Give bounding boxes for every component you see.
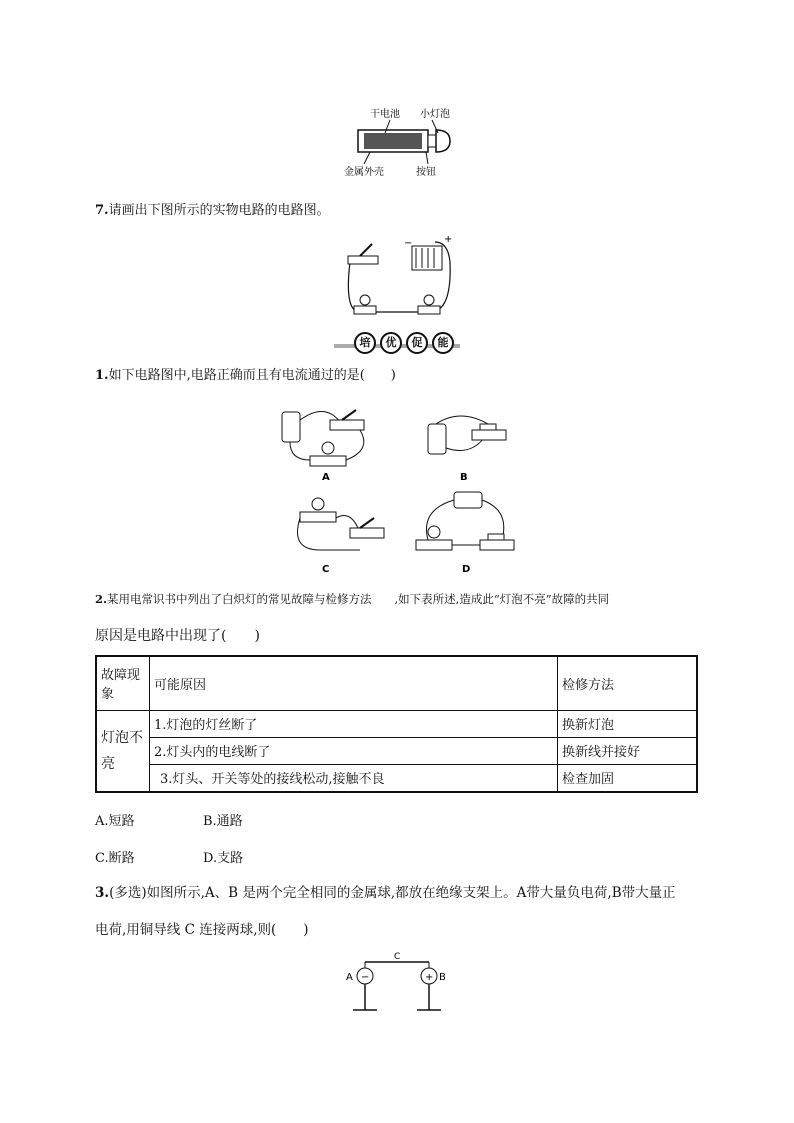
bulb-pointer: [432, 120, 438, 133]
question-7: [95, 202, 330, 220]
question-text: 某用电常识书中列出了白炽灯的常见故障与检修方法 ,如下表所述,造成此“灯泡不亮”故障的共同: [107, 592, 610, 606]
cause-cell: 3.灯头、开关等处的接线松动,接触不良: [150, 764, 558, 792]
lamp-base: [300, 512, 336, 522]
answer-d: D.支路: [203, 851, 244, 866]
banner-char: 促: [406, 332, 428, 354]
fault-table: [95, 655, 698, 793]
lamp-1: [360, 295, 370, 305]
label-b: B: [439, 972, 446, 983]
circuit-option-c: [298, 498, 385, 575]
header-method: 检修方法: [558, 656, 698, 710]
question-number: 2.: [95, 592, 108, 606]
question-text: 如下电路图中,电路正确而且有电流通过的是( ): [108, 368, 396, 383]
question-1: [95, 367, 396, 385]
banner-char: 培: [354, 332, 376, 354]
answer-c: C.断路: [95, 851, 135, 866]
plus-sign: +: [444, 234, 453, 245]
question-3-line-1: [95, 884, 676, 902]
answer-b: B.通路: [203, 814, 243, 829]
lamp-base: [310, 456, 346, 466]
question-text: 请画出下图所示的实物电路的电路图。: [108, 203, 330, 218]
question-2-line-2: 原因是电路中出现了( ): [95, 628, 260, 644]
question-number: 1.: [95, 368, 109, 383]
circuit-option-d: [416, 492, 514, 575]
lamp-base-2: [418, 306, 440, 314]
button-pointer: [426, 152, 428, 164]
banner-char: 优: [380, 332, 402, 354]
option-label: B: [460, 472, 468, 483]
lamp: [312, 498, 324, 510]
switch-lever: [360, 244, 372, 256]
battery-label: 干电池: [370, 109, 400, 120]
lamp-base: [416, 540, 452, 550]
phenomenon-cell: 灯泡不亮: [96, 710, 150, 792]
bulb-label: 小灯泡: [420, 109, 450, 120]
option-label: D: [462, 564, 471, 575]
switch-lever: [360, 518, 374, 528]
question-number: 7.: [95, 203, 109, 218]
method-cell: 检查加固: [558, 764, 698, 792]
question-3-line-2: 电荷,用铜导线 C 连接两球,则( ): [95, 922, 309, 938]
switch-base: [350, 528, 384, 538]
question-text: (多选)如图所示,A、B 是两个完全相同的金属球,都放在绝缘支架上。A带大量负电荷,B带大量正: [109, 885, 676, 901]
battery-cell: [454, 492, 482, 508]
banner-char: 能: [432, 332, 454, 354]
switch-base: [480, 540, 514, 550]
minus-sign: −: [404, 238, 413, 249]
flashlight-figure: [340, 100, 460, 180]
switch-base: [330, 420, 364, 430]
lamp: [322, 442, 334, 454]
lamp-base-1: [354, 306, 376, 314]
q3-figure: [340, 948, 455, 1018]
lamp: [428, 526, 440, 538]
switch-lever: [480, 424, 496, 430]
switch-base: [348, 256, 378, 264]
battery-cell: [282, 412, 300, 442]
header-cause: 可能原因: [150, 656, 558, 710]
wire-label: C: [394, 952, 401, 962]
circuit-option-a: [282, 410, 364, 483]
question-2-line-1: [95, 590, 609, 608]
option-label: A: [322, 472, 330, 483]
button-label: 按钮: [416, 167, 436, 178]
cause-cell: 1.灯泡的灯丝断了: [150, 710, 558, 737]
switch-base: [472, 430, 506, 440]
q1-circuit-options: [270, 400, 530, 580]
battery-body: [364, 133, 422, 149]
switch-lever: [342, 410, 356, 420]
battery-cell: [428, 424, 446, 454]
switch-lever: [488, 534, 504, 540]
cause-cell: 2.灯头内的电线断了: [150, 737, 558, 764]
shell-pointer: [364, 152, 370, 164]
section-banner: [334, 330, 460, 352]
method-cell: 换新线并接好: [558, 737, 698, 764]
method-cell: 换新灯泡: [558, 710, 698, 737]
sign-b: +: [425, 972, 434, 983]
q7-circuit-figure: [340, 232, 460, 324]
sign-a: −: [361, 972, 370, 983]
bulb-cap: [436, 130, 450, 152]
option-label: C: [322, 564, 330, 575]
header-phenomenon: 故障现象: [96, 656, 150, 710]
shell-label: 金属外壳: [344, 167, 384, 178]
bulb-holder: [428, 135, 436, 147]
label-a: A: [346, 972, 353, 983]
lamp-2: [424, 295, 434, 305]
question-number: 3.: [95, 885, 110, 901]
banner-chars: [354, 332, 454, 354]
answer-a: A.短路: [95, 814, 135, 829]
circuit-option-b: [428, 416, 506, 483]
